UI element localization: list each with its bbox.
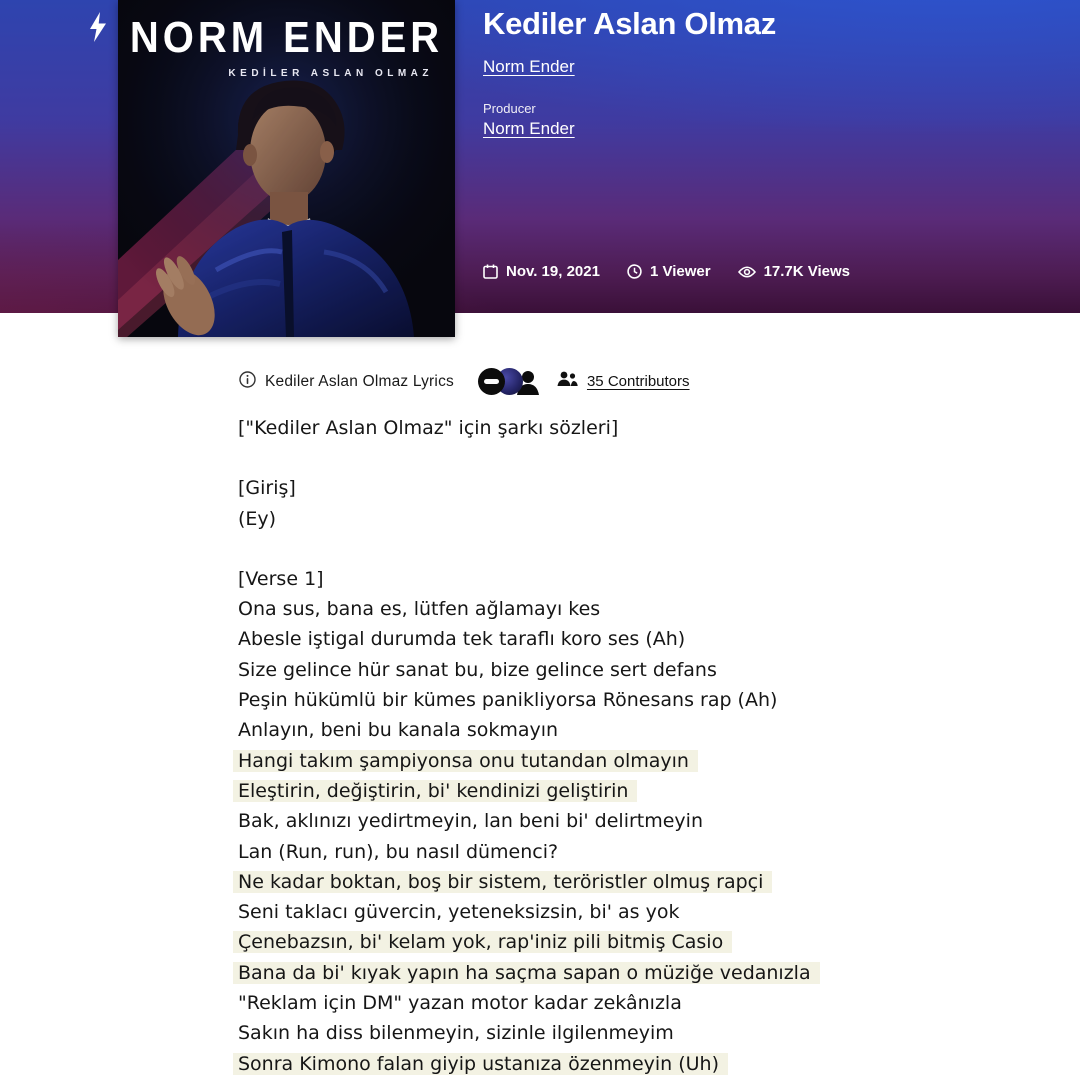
lyric-text: Abesle iştigal durumda tek taraflı koro ses (Ah) bbox=[238, 628, 686, 651]
lyric-line bbox=[238, 413, 858, 443]
lyric-line bbox=[238, 624, 858, 654]
producer-label: Producer bbox=[483, 101, 536, 116]
lyric-text: Anlayın, beni bu kanala sokmayın bbox=[238, 719, 559, 742]
contributor-avatars[interactable] bbox=[478, 368, 541, 395]
lyric-line[interactable] bbox=[238, 958, 858, 988]
lyric-text: Seni taklacı güvercin, yeteneksizsin, bi' as yok bbox=[238, 901, 680, 924]
producer-link[interactable]: Norm Ender bbox=[483, 119, 575, 138]
lyric-line bbox=[238, 806, 858, 836]
clock-icon bbox=[627, 264, 642, 279]
lyric-text: Peşin hükümlü bir kümes panikliyorsa Rönesans rap (Ah) bbox=[238, 689, 778, 712]
lyric-line bbox=[238, 685, 858, 715]
song-header-info bbox=[483, 6, 776, 139]
calendar-icon bbox=[483, 264, 498, 279]
lyric-text: [Verse 1] bbox=[238, 567, 324, 590]
lyric-line bbox=[238, 594, 858, 624]
lyric-line[interactable] bbox=[238, 746, 858, 776]
lyric-line bbox=[238, 897, 858, 927]
viewer-count bbox=[627, 263, 711, 280]
lyric-line bbox=[238, 655, 858, 685]
artist-link[interactable]: Norm Ender bbox=[483, 57, 575, 76]
lyric-line[interactable] bbox=[238, 927, 858, 957]
lyric-text[interactable]: Bana da bi' kıyak yapın ha saçma sapan o müziğe vedanızla bbox=[238, 961, 811, 984]
lyrics-about-title[interactable]: Kediler Aslan Olmaz Lyrics bbox=[265, 372, 454, 390]
contributors-link[interactable]: 35 Contributors bbox=[586, 373, 690, 390]
lyric-text: "Reklam için DM" yazan motor kadar zekânızla bbox=[238, 992, 682, 1015]
lyric-text: Ona sus, bana es, lütfen ağlamayı kes bbox=[238, 598, 601, 621]
lyric-line bbox=[238, 1018, 858, 1048]
lyric-text: (Ey) bbox=[238, 507, 277, 530]
viewer-count-label: 1 Viewer bbox=[649, 263, 711, 280]
release-date-label: Nov. 19, 2021 bbox=[506, 263, 600, 280]
group-icon bbox=[557, 371, 578, 392]
info-icon[interactable] bbox=[239, 371, 256, 393]
lyrics bbox=[238, 413, 858, 1079]
lyric-text[interactable]: Çenebazsın, bi' kelam yok, rap'iniz pili bitmiş Casio bbox=[238, 931, 724, 954]
lyric-line bbox=[238, 988, 858, 1018]
lyric-line bbox=[238, 564, 858, 594]
view-count-label: 17.7K Views bbox=[763, 263, 851, 280]
lyric-line[interactable] bbox=[238, 776, 858, 806]
album-art bbox=[118, 0, 455, 337]
page-title: Kediler Aslan Olmaz bbox=[483, 6, 776, 41]
eye-icon bbox=[738, 265, 756, 279]
album-subtitle: KEDİLER ASLAN OLMAZ bbox=[228, 68, 433, 79]
song-header bbox=[0, 0, 1080, 313]
song-meta-row bbox=[483, 263, 850, 280]
view-count bbox=[738, 263, 850, 280]
release-date bbox=[483, 263, 600, 280]
lyric-line bbox=[238, 473, 858, 503]
lyric-text: [Giriş] bbox=[238, 477, 296, 500]
lyric-text: Sakın ha diss bilenmeyin, sizinle ilgilenmeyim bbox=[238, 1022, 674, 1045]
lyric-text[interactable]: Hangi takım şampiyonsa onu tutandan olmayın bbox=[238, 749, 689, 772]
album-artist-logo: NORM ENDER bbox=[129, 14, 444, 62]
lyric-line bbox=[238, 715, 858, 745]
lyric-text[interactable]: Sonra Kimono falan giyip ustanıza özenmeyin (Uh) bbox=[238, 1052, 720, 1075]
lyric-line[interactable] bbox=[238, 1049, 858, 1079]
lyric-text: ["Kediler Aslan Olmaz" için şarkı sözleri] bbox=[238, 417, 619, 439]
lyric-line bbox=[238, 837, 858, 867]
lyric-text[interactable]: Ne kadar boktan, boş bir sistem, teröristler olmuş rapçi bbox=[238, 870, 764, 893]
lyric-line bbox=[238, 504, 858, 534]
lyric-text: Size gelince hür sanat bu, bize gelince sert defans bbox=[238, 658, 717, 681]
contributor-avatar[interactable] bbox=[478, 368, 505, 395]
lyric-text: Lan (Run, run), bu nasıl dümenci? bbox=[238, 840, 559, 863]
lyric-text: Bak, aklınızı yedirtmeyin, lan beni bi' delirtmeyin bbox=[238, 810, 703, 833]
lyric-text[interactable]: Eleştirin, değiştirin, bi' kendinizi geliştirin bbox=[238, 779, 629, 802]
lyric-line[interactable] bbox=[238, 867, 858, 897]
lightning-icon[interactable] bbox=[86, 11, 110, 43]
lyrics-header bbox=[239, 368, 690, 395]
